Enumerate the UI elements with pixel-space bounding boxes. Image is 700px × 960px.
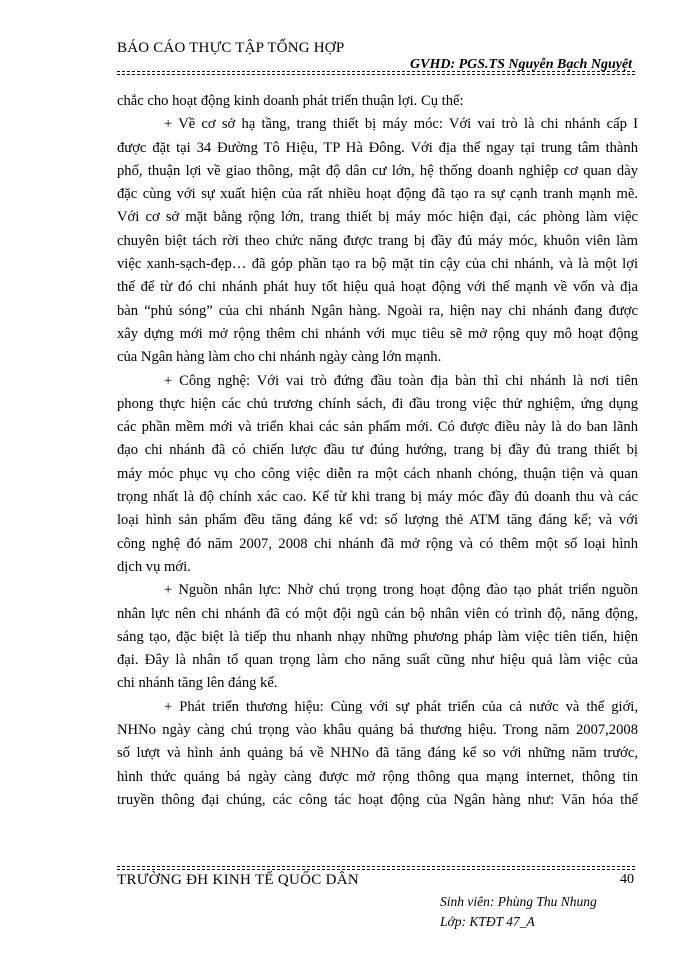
body-line: được đặt tại 34 Đường Tô Hiệu, TP Hà Đông. Với địa thế ngay tại trung tâm thành bbox=[117, 139, 638, 156]
body-line: số lượt và hình ảnh quảng bá về NHNo đã tăng đáng kể so với những năm trước, bbox=[117, 745, 638, 762]
body-line: bàn “phủ sóng” của chi nhánh Ngân hàng. Ngoài ra, hiện nay chi nhánh đang được bbox=[117, 302, 638, 319]
body-line: chuyên biệt tách rời theo chức năng được trang bị đầy đủ máy móc, khuôn viên làm bbox=[117, 232, 638, 249]
footer-divider-secondary bbox=[117, 869, 635, 870]
body-line: loại hình sản phẩm đều tăng đáng kể vd: số lượng thẻ ATM tăng đáng kể; và với bbox=[117, 512, 638, 529]
body-line: việc xanh-sạch-đẹp… đã góp phần tạo ra bộ mặt tin cậy của chi nhánh, và là một lợi bbox=[117, 256, 638, 273]
body-line: dịch vụ mới. bbox=[117, 558, 191, 575]
body-line: trọng nhất là độ chính xác cao. Kể từ khi trang bị máy móc đầy đủ doanh thu và các bbox=[117, 489, 638, 506]
student-class: Lớp: KTĐT 47_A bbox=[440, 914, 535, 929]
header-divider bbox=[117, 71, 635, 72]
body-line: của Ngân hàng làm cho chi nhánh ngày càng lớn mạnh. bbox=[117, 349, 442, 366]
body-line: nhân lực nên chi nhánh đã có một đội ngũ cán bộ nhân viên có trình độ, năng động, bbox=[117, 605, 638, 622]
body-line: sáng tạo, đặc biệt là tiếp thu nhanh nhạy những phương pháp làm việc tiên tiến, hiện bbox=[117, 628, 638, 645]
body-line: hình thức quảng bá ngày càng được mở rộng thông qua mạng internet, thông tin bbox=[117, 768, 638, 785]
body-line: + Công nghệ: Với vai trò đứng đầu toàn địa bàn thì chi nhánh là nơi tiên bbox=[164, 372, 638, 389]
body-line: truyền thông đại chúng, các công tác hoạt động của Ngân hàng như: Văn hóa thể bbox=[117, 791, 638, 808]
body-line: đặc cùng với sự xuất hiện của rất nhiều hoạt động đã tạo ra sự cạnh tranh mạnh mẽ. bbox=[117, 186, 638, 203]
body-line: + Phát triển thương hiệu: Cùng với sự phát triển của cả nước và thế giới, bbox=[164, 698, 638, 715]
body-line: đạo chi nhánh đã có chiến lược đầu tư đúng hướng, trang bị đầy đủ trang thiết bị bbox=[117, 442, 638, 459]
body-line: các phần mềm mới và triển khai các sản phẩm mới. Có được điều này là do ban lãnh bbox=[117, 419, 638, 436]
report-title: BÁO CÁO THỰC TẬP TỔNG HỢP bbox=[117, 40, 345, 56]
body-line: phố, thuận lợi về giao thông, mật độ dân cư lớn, hệ thống doanh nghiệp cơ quan dày bbox=[117, 162, 638, 179]
body-line: chắc cho hoạt động kinh doanh phát triển thuận lợi. Cụ thể: bbox=[117, 93, 464, 109]
supervisor-name: GVHD: PGS.TS Nguyễn Bạch Nguyệt bbox=[410, 57, 633, 72]
header-divider-secondary bbox=[117, 74, 635, 75]
student-name: Sinh viên: Phùng Thu Nhung bbox=[440, 894, 597, 909]
body-line: công nghệ đó năm 2007, 2008 chi nhánh đã mở rộng và có thêm một số loại hình bbox=[117, 535, 638, 552]
student-info bbox=[440, 892, 597, 932]
body-line: chi nhánh tăng lên đáng kể. bbox=[117, 675, 278, 692]
body-line: phong thực hiện các chủ trương chính sách, đi đầu trong việc thử nghiệm, ứng dụng bbox=[117, 395, 638, 412]
body-line: Với cơ sở mặt bằng rộng lớn, trang thiết bị máy móc hiện đại, các phòng làm việc bbox=[117, 209, 638, 226]
page-number: 40 bbox=[620, 872, 634, 887]
body-line: NHNo ngày càng chú trọng vào khâu quảng bá thương hiệu. Trong năm 2007,2008 bbox=[117, 722, 638, 739]
body-line: đại. Đây là nhân tố quan trọng làm cho năng suất cũng như hiệu quả làm việc của bbox=[117, 652, 638, 669]
document-body bbox=[117, 90, 638, 812]
body-line: thế để từ đó chi nhánh phát huy tốt hiệu quả hoạt động với thế mạnh về vốn và địa bbox=[117, 279, 638, 296]
body-line: + Nguồn nhân lực: Nhờ chú trọng trong hoạt động đào tạo phát triển nguồn bbox=[164, 582, 638, 599]
body-line: máy móc phục vụ cho công việc diễn ra một cách nhanh chóng, thuận tiện và quan bbox=[117, 465, 638, 482]
school-name: TRƯỜNG ĐH KINH TẾ QUỐC DÂN bbox=[117, 872, 360, 888]
body-line: + Về cơ sở hạ tầng, trang thiết bị máy móc: Với vai trò là chi nhánh cấp I bbox=[164, 116, 638, 133]
footer-divider bbox=[117, 866, 635, 867]
body-line: xây dựng mới mở rộng thêm chi nhánh với mục tiêu sẽ mở rộng quy mô hoạt động bbox=[117, 325, 638, 342]
